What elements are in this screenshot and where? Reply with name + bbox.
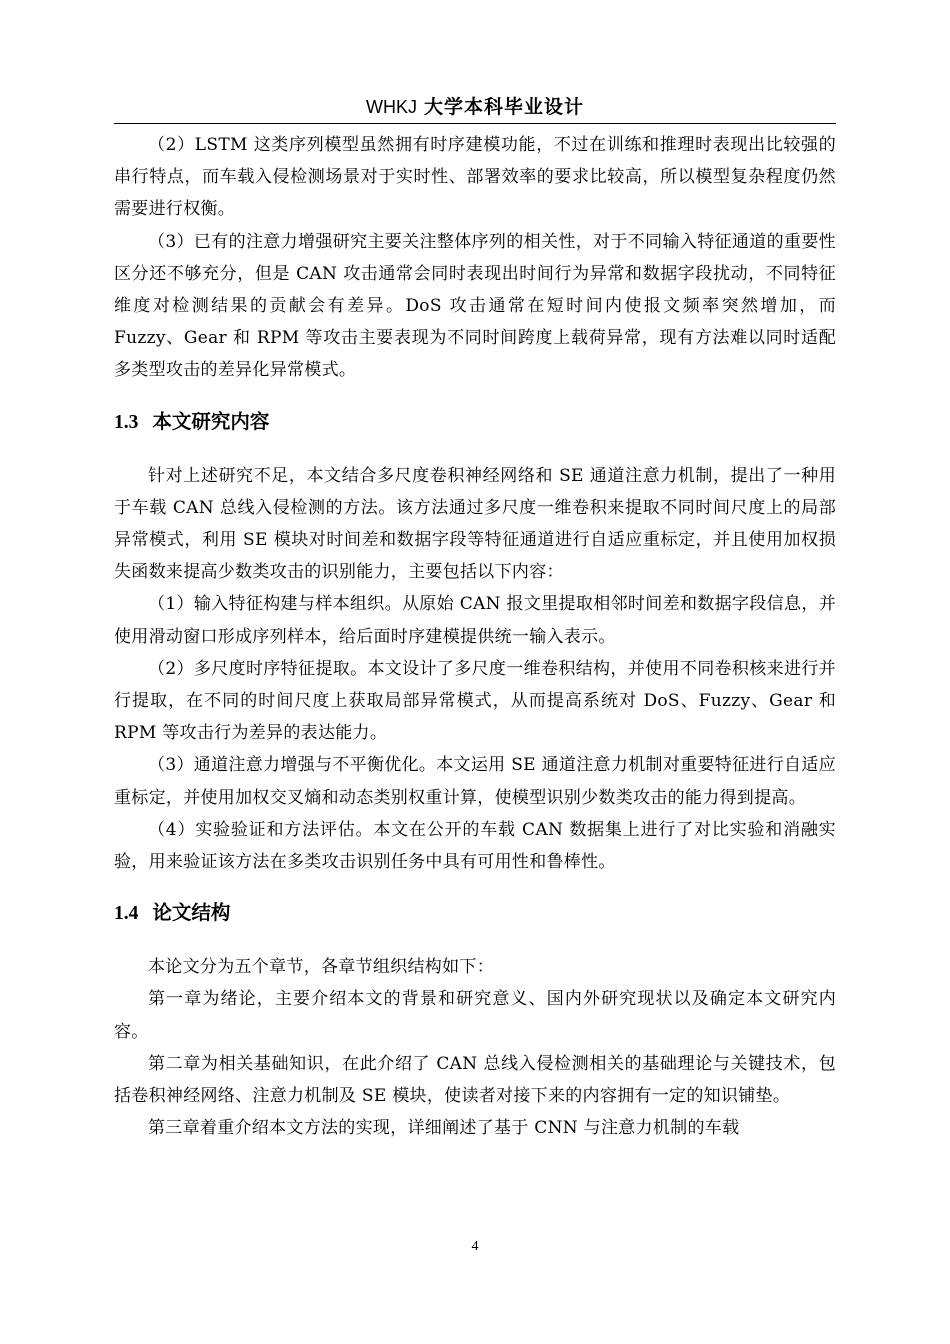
- page-number: 4: [471, 1239, 479, 1254]
- paragraph: （1）输入特征构建与样本组织。从原始 CAN 报文里提取相邻时间差和数据字段信息，并使用滑动窗口形成序列样本，给后面时序建模提供统一输入表示。: [114, 594, 836, 647]
- section-heading-1-3: [114, 405, 836, 440]
- paragraph: （2）LSTM 这类序列模型虽然拥有时序建模功能，不过在训练和推理时表现出比较强的串行特点，而车载入侵检测场景对于实时性、部署效率的要求比较高，所以模型复杂程度仍然需要进行权衡。: [114, 135, 836, 220]
- paragraph: （2）多尺度时序特征提取。本文设计了多尺度一维卷积结构，并使用不同卷积核来进行并行提取，在不同的时间尺度上获取局部异常模式，从而提高系统对 DoS、Fuzzy、Gear 和 RPM 等攻击行为差异的表达能力。: [114, 658, 836, 744]
- paragraph: 第一章为绪论，主要介绍本文的背景和研究意义、国内外研究现状以及确定本文研究内容。: [114, 989, 836, 1042]
- header-title: 大学本科毕业设计: [424, 96, 585, 118]
- paragraph: （3）通道注意力增强与不平衡优化。本文运用 SE 通道注意力机制对重要特征进行自适应重标定，并使用加权交叉熵和动态类别权重计算，使模型识别少数类攻击的能力得到提高。: [114, 755, 836, 808]
- paragraph: 第三章着重介绍本文方法的实现，详细阐述了基于 CNN 与注意力机制的车载: [148, 1118, 740, 1139]
- section-number: 1.3: [114, 411, 139, 433]
- section-heading-1-4: [114, 896, 836, 931]
- header-latin: WHKJ: [365, 97, 417, 117]
- paragraph: 针对上述研究不足，本文结合多尺度卷积神经网络和 SE 通道注意力机制，提出了一种用于车载 CAN 总线入侵检测的方法。该方法通过多尺度一维卷积来提取不同时间尺度上的局部异常模式，利用 SE 模块对时间差和数据字段等特征通道进行自适应重标定，并且使用加权损失函数来提高少数类攻击的识别能力，主要包括以下内容：: [114, 465, 836, 583]
- page-body: [114, 129, 836, 1144]
- paragraph: （3）已有的注意力增强研究主要关注整体序列的相关性，对于不同输入特征通道的重要性区分还不够充分，但是 CAN 攻击通常会同时表现出时间行为异常和数据字段扰动，不同特征维度对检测结果的贡献会有差异。DoS 攻击通常在短时间内使报文频率突然增加，而 Fuzzy、Gear 和 RPM 等攻击主要表现为不同时间跨度上载荷异常，现有方法难以同时适配多类型攻击的差异化异常模式。: [114, 231, 836, 381]
- section-title: 论文结构: [152, 901, 231, 925]
- section-title: 本文研究内容: [152, 409, 270, 433]
- section-number: 1.4: [114, 903, 139, 925]
- running-header: [114, 95, 836, 123]
- header-rule: [114, 123, 836, 124]
- paragraph: （4）实验验证和方法评估。本文在公开的车载 CAN 数据集上进行了对比实验和消融实验，用来验证该方法在多类攻击识别任务中具有可用性和鲁棒性。: [114, 819, 836, 873]
- paragraph: 第二章为相关基础知识，在此介绍了 CAN 总线入侵检测相关的基础理论与关键技术，包括卷积神经网络、注意力机制及 SE 模块，使读者对接下来的内容拥有一定的知识铺垫。: [114, 1053, 836, 1107]
- paragraph: 本论文分为五个章节，各章节组织结构如下：: [148, 957, 494, 978]
